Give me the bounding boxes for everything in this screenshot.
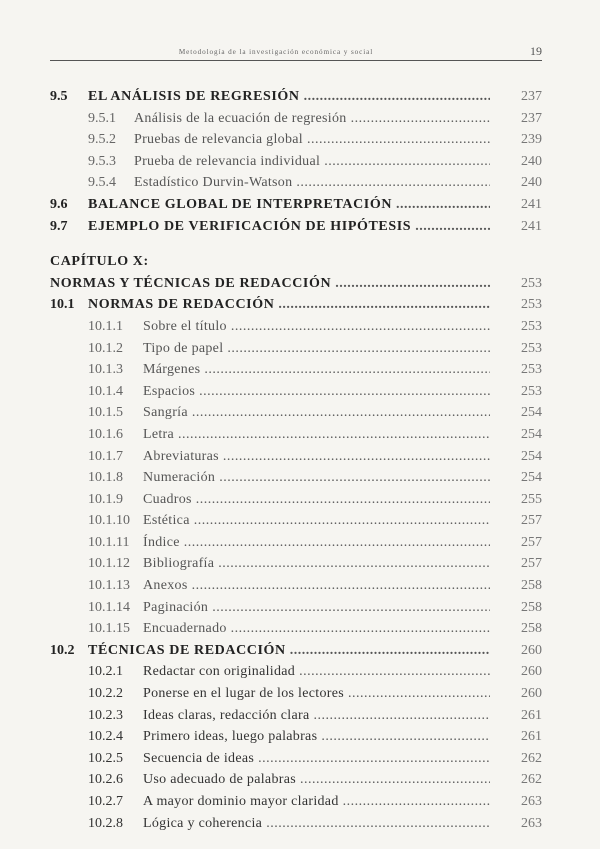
entry-page: 253 [521, 275, 542, 291]
entry-page: 257 [521, 534, 542, 550]
entry-title: TÉCNICAS DE REDACCIÓN ..... [88, 640, 490, 662]
entry-page: 261 [521, 729, 542, 745]
toc-entry-subsection [50, 489, 542, 511]
entry-number: 10.1.9 [88, 491, 123, 507]
entry-page: 258 [521, 621, 542, 637]
toc-entry-subsection [50, 424, 542, 446]
entry-page: 253 [521, 340, 542, 356]
entry-page: 257 [521, 556, 542, 572]
entry-page: 260 [521, 686, 542, 702]
entry-page: 240 [521, 175, 542, 191]
toc-entry-section [50, 86, 542, 108]
toc-entry-subsection [50, 510, 542, 532]
toc-entry-section [50, 640, 542, 662]
chapter-label-row [50, 251, 542, 273]
entry-number: 10.2.1 [88, 664, 123, 680]
entry-number: 10.1.11 [88, 534, 130, 550]
toc-entry-subsection [50, 172, 542, 194]
entry-title: Espacios ..... [143, 381, 490, 403]
entry-title: Pruebas de relevancia global ..... [134, 129, 490, 151]
entry-number: 9.5.4 [88, 175, 116, 191]
entry-title: Paginación ..... [143, 597, 490, 619]
entry-number: 10.1.14 [88, 599, 130, 615]
entry-number: 9.5.3 [88, 153, 116, 169]
entry-page: 241 [521, 196, 542, 212]
entry-title: Primero ideas, luego palabras ..... [143, 726, 490, 748]
toc-entry-subsection [50, 338, 542, 360]
entry-title: Estética ..... [143, 510, 490, 532]
toc-entry-subsection [50, 381, 542, 403]
entry-page: 253 [521, 362, 542, 378]
toc-entry-subsection [50, 108, 542, 130]
entry-number: 10.1.12 [88, 556, 130, 572]
entry-page: 255 [521, 491, 542, 507]
chapter-title: NORMAS Y TÉCNICAS DE REDACCIÓN ..... [50, 273, 490, 295]
running-title: Metodología de la investigación económica y social [178, 48, 374, 56]
toc-entry-subsection [50, 575, 542, 597]
toc-entry-subsection [50, 359, 542, 381]
entry-title: Cuadros ..... [143, 489, 490, 511]
toc-entry-subsection [50, 683, 542, 705]
entry-number: 10.1.5 [88, 405, 123, 421]
entry-page: 237 [521, 89, 542, 104]
entry-number: 9.5 [50, 89, 68, 104]
entry-page: 262 [521, 750, 542, 766]
entry-title: A mayor dominio mayor claridad ..... [143, 791, 490, 813]
entry-page: 240 [521, 153, 542, 169]
entry-page: 258 [521, 599, 542, 615]
toc-entry-subsection [50, 769, 542, 791]
toc-entry-subsection [50, 705, 542, 727]
entry-title: Análisis de la ecuación de regresión ..... [134, 108, 490, 130]
entry-title: Ideas claras, redacción clara ..... [143, 705, 490, 727]
toc-entry-subsection [50, 618, 542, 640]
entry-number: 10.2.7 [88, 794, 123, 809]
entry-number: 10.2.2 [88, 686, 123, 702]
spacer [50, 237, 542, 251]
entry-title: NORMAS DE REDACCIÓN ..... [88, 294, 490, 316]
entry-page: 253 [521, 318, 542, 334]
entry-number: 10.1.1 [88, 318, 123, 334]
entry-page: 241 [521, 218, 542, 234]
entry-title: EJEMPLO DE VERIFICACIÓN DE HIPÓTESIS ..... [88, 216, 490, 238]
toc-entry-section [50, 194, 542, 216]
entry-title: Bibliografía ..... [143, 553, 490, 575]
entry-page: 239 [521, 132, 542, 148]
toc-entry-subsection [50, 791, 542, 813]
entry-number: 9.7 [50, 218, 68, 234]
entry-page: 260 [521, 642, 542, 658]
entry-number: 10.2 [50, 642, 75, 658]
entry-title: BALANCE GLOBAL DE INTERPRETACIÓN ..... [88, 194, 490, 216]
entry-number: 10.2.3 [88, 707, 123, 723]
entry-number: 10.1.13 [88, 578, 130, 594]
entry-page: 258 [521, 578, 542, 594]
entry-title: Secuencia de ideas ..... [143, 748, 490, 770]
toc-entry-subsection [50, 316, 542, 338]
entry-number: 10.1.15 [88, 621, 130, 637]
entry-number: 10.1.3 [88, 362, 123, 378]
entry-page: 254 [521, 448, 542, 464]
entry-page: 253 [521, 297, 542, 313]
toc-entry-subsection [50, 402, 542, 424]
entry-title: Ponerse en el lugar de los lectores ..... [143, 683, 490, 705]
entry-title: Anexos ..... [143, 575, 490, 597]
toc-entry-subsection [50, 597, 542, 619]
entry-number: 10.2.5 [88, 750, 123, 766]
entry-number: 10.2.4 [88, 729, 123, 745]
entry-title: Tipo de papel ..... [143, 338, 490, 360]
entry-page: 237 [521, 110, 542, 126]
entry-page: 254 [521, 470, 542, 486]
entry-title: Índice ..... [143, 532, 490, 554]
entry-title: Uso adecuado de palabras ..... [143, 769, 490, 791]
entry-page: 263 [521, 794, 542, 809]
toc-entry-subsection [50, 532, 542, 554]
entry-number: 10.1.8 [88, 470, 123, 486]
entry-page: 262 [521, 772, 542, 788]
chapter-label: CAPÍTULO X: [50, 254, 149, 270]
entry-number: 9.6 [50, 196, 68, 212]
entry-number: 10.2.8 [88, 815, 123, 831]
entry-title: Prueba de relevancia individual ..... [134, 151, 490, 173]
toc-entry-subsection [50, 661, 542, 683]
toc-entry-section [50, 294, 542, 316]
entry-title: Numeración ..... [143, 467, 490, 489]
entry-title: EL ANÁLISIS DE REGRESIÓN ..... [88, 86, 490, 108]
table-of-contents [50, 86, 542, 834]
toc-entry-subsection [50, 446, 542, 468]
entry-page: 260 [521, 664, 542, 680]
toc-entry-subsection [50, 748, 542, 770]
entry-title: Sobre el título ..... [143, 316, 490, 338]
entry-page: 261 [521, 707, 542, 723]
entry-page: 257 [521, 513, 542, 529]
entry-title: Abreviaturas ..... [143, 446, 490, 468]
entry-title: Estadístico Durvin-Watson ..... [134, 172, 490, 194]
toc-entry-subsection [50, 467, 542, 489]
toc-entry-chapter [50, 273, 542, 295]
toc-entry-subsection [50, 553, 542, 575]
entry-title: Sangría ..... [143, 402, 490, 424]
entry-title: Márgenes ..... [143, 359, 490, 381]
entry-number: 10.2.6 [88, 772, 123, 788]
entry-number: 10.1.2 [88, 340, 123, 356]
entry-title: Redactar con originalidad ..... [143, 661, 490, 683]
entry-title: Encuadernado ..... [143, 618, 490, 640]
entry-number: 9.5.2 [88, 132, 116, 148]
toc-entry-subsection [50, 813, 542, 835]
entry-page: 263 [521, 815, 542, 831]
entry-number: 10.1.7 [88, 448, 123, 464]
toc-entry-subsection [50, 129, 542, 151]
page-number: 19 [530, 44, 542, 58]
entry-number: 10.1.10 [88, 513, 130, 529]
running-header [50, 44, 542, 61]
entry-number: 10.1 [50, 297, 75, 313]
entry-number: 9.5.1 [88, 110, 116, 126]
entry-page: 254 [521, 426, 542, 442]
entry-page: 253 [521, 383, 542, 399]
entry-title: Lógica y coherencia ..... [143, 813, 490, 835]
toc-entry-subsection [50, 151, 542, 173]
entry-number: 10.1.6 [88, 426, 123, 442]
toc-entry-section [50, 216, 542, 238]
toc-entry-subsection [50, 726, 542, 748]
entry-title: Letra ..... [143, 424, 490, 446]
entry-number: 10.1.4 [88, 383, 123, 399]
entry-page: 254 [521, 405, 542, 421]
